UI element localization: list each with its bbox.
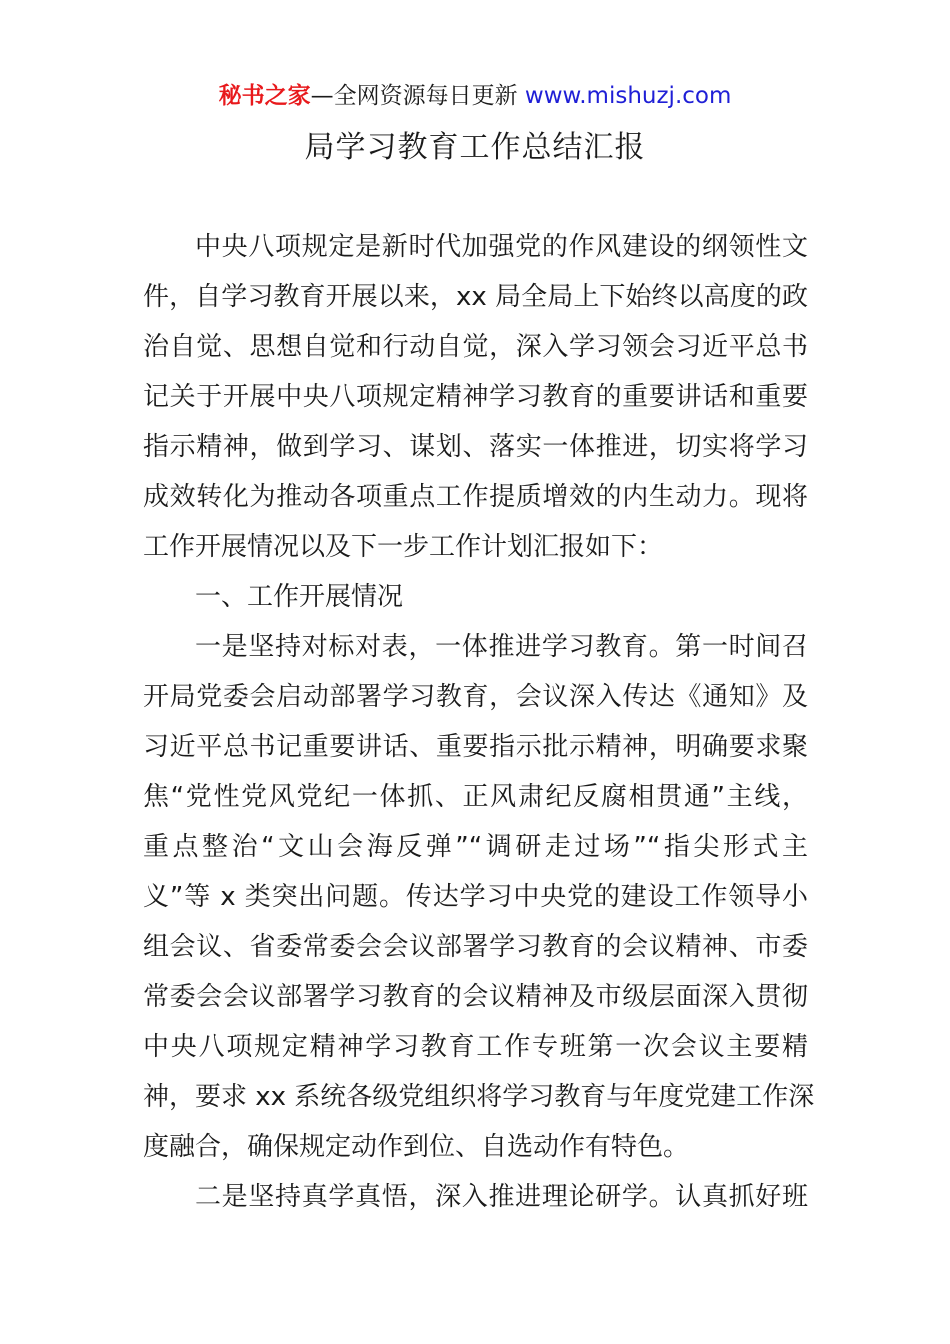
body-line: 工作开展情况以及下一步工作计划汇报如下： <box>143 532 664 562</box>
body-line: 度融合，确保规定动作到位、自选动作有特色。 <box>143 1132 690 1162</box>
body-line: 习近平总书记重要讲话、重要指示批示精神，明确要求聚 <box>143 732 808 762</box>
section-heading: 一、工作开展情况 <box>195 582 404 612</box>
document-title: 局学习教育工作总结汇报 <box>304 130 646 165</box>
body-line: 记关于开展中央八项规定精神学习教育的重要讲话和重要 <box>143 382 808 412</box>
body-line: 成效转化为推动各项重点工作提质增效的内生动力。现将 <box>143 482 808 512</box>
body-line: 开局党委会启动部署学习教育，会议深入传达《通知》及 <box>143 682 808 712</box>
body-line: 中央八项规定是新时代加强党的作风建设的纲领性文 <box>195 232 808 262</box>
site-url-link[interactable]: www.mishuzj.com <box>524 83 732 109</box>
document-body <box>143 222 815 1222</box>
body-line: 义”等 x 类突出问题。传达学习中央党的建设工作领导小 <box>143 882 808 912</box>
body-line: 指示精神，做到学习、谋划、落实一体推进，切实将学习 <box>143 432 808 462</box>
body-line: 件，自学习教育开展以来，xx 局全局上下始终以高度的政 <box>143 282 808 312</box>
body-line: 二是坚持真学真悟，深入推进理论研学。认真抓好班 <box>195 1182 808 1212</box>
body-line: 中央八项规定精神学习教育工作专班第一次会议主要精 <box>143 1032 808 1062</box>
body-line: 重点整治“文山会海反弹”“调研走过场”“指尖形式主 <box>143 832 808 862</box>
body-line: 一是坚持对标对表，一体推进学习教育。第一时间召 <box>195 632 808 662</box>
body-line: 神，要求 xx 系统各级党组织将学习教育与年度党建工作深 <box>143 1082 815 1112</box>
site-header <box>0 80 950 112</box>
body-line: 治自觉、思想自觉和行动自觉，深入学习领会习近平总书 <box>143 332 808 362</box>
site-brand: 秘书之家 <box>218 83 311 109</box>
body-line: 常委会会议部署学习教育的会议精神及市级层面深入贯彻 <box>143 982 808 1012</box>
body-line: 组会议、省委常委会会议部署学习教育的会议精神、市委 <box>143 932 808 962</box>
site-tagline: —全网资源每日更新 <box>310 83 525 109</box>
body-line: 焦“党性党风党纪一体抓、正风肃纪反腐相贯通”主线， <box>143 782 808 812</box>
